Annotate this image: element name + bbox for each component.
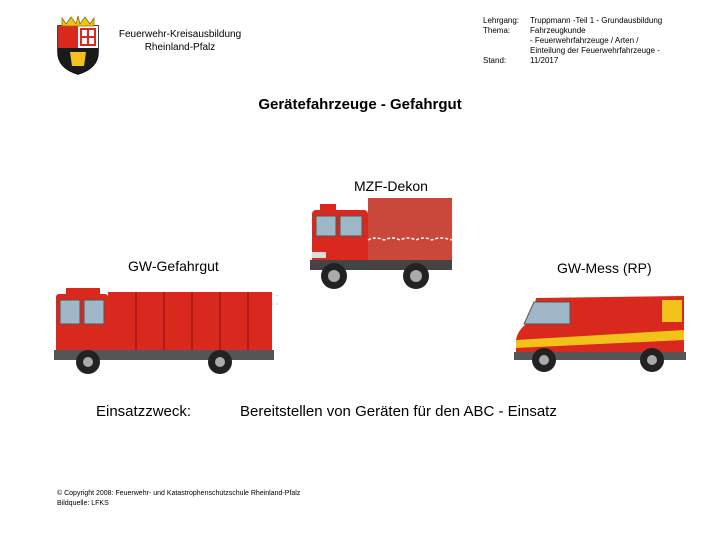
course-label: Lehrgang:: [483, 16, 520, 25]
gw-mess-van-image: [512, 290, 690, 378]
label-gw-mess: GW-Mess (RP): [557, 260, 652, 276]
purpose-text: Bereitstellen von Geräten für den ABC - Einsatz: [240, 403, 557, 420]
org-line-2: Rheinland-Pfalz: [144, 42, 216, 53]
date-value: 11/2017: [530, 56, 559, 65]
image-source: Bildquelle: LFKS: [57, 500, 109, 507]
date-label: Stand:: [483, 56, 507, 65]
slide-title: Gerätefahrzeuge - Gefahrgut: [258, 96, 462, 113]
label-gw-gefahrgut: GW-Gefahrgut: [128, 258, 219, 274]
mzf-dekon-truck-image: [306, 196, 456, 292]
organization-name: [100, 28, 260, 54]
footer: [57, 489, 300, 509]
label-mzf-dekon: MZF-Dekon: [354, 178, 428, 194]
topic-value-line-1: Fahrzeugkunde: [530, 26, 586, 35]
copyright-notice: © Copyright 2008: Feuerwehr- und Katastrophenschutzschule Rheinland-Pfalz: [57, 490, 301, 497]
topic-value-line-3: Einteilung der Feuerwehrfahrzeuge -: [530, 46, 660, 55]
topic-value-line-2: - Feuerwehrfahrzeuge / Arten /: [530, 36, 639, 45]
purpose-label: Einsatzzweck:: [96, 403, 192, 420]
course-meta: [483, 16, 720, 66]
coat-of-arms-logo: [52, 14, 104, 76]
org-line-1: Feuerwehr-Kreisausbildung: [118, 29, 242, 40]
gw-gefahrgut-truck-image: [52, 284, 280, 376]
course-value: Truppmann -Teil 1 - Grundausbildung: [530, 16, 663, 25]
topic-label: Thema:: [483, 26, 511, 35]
